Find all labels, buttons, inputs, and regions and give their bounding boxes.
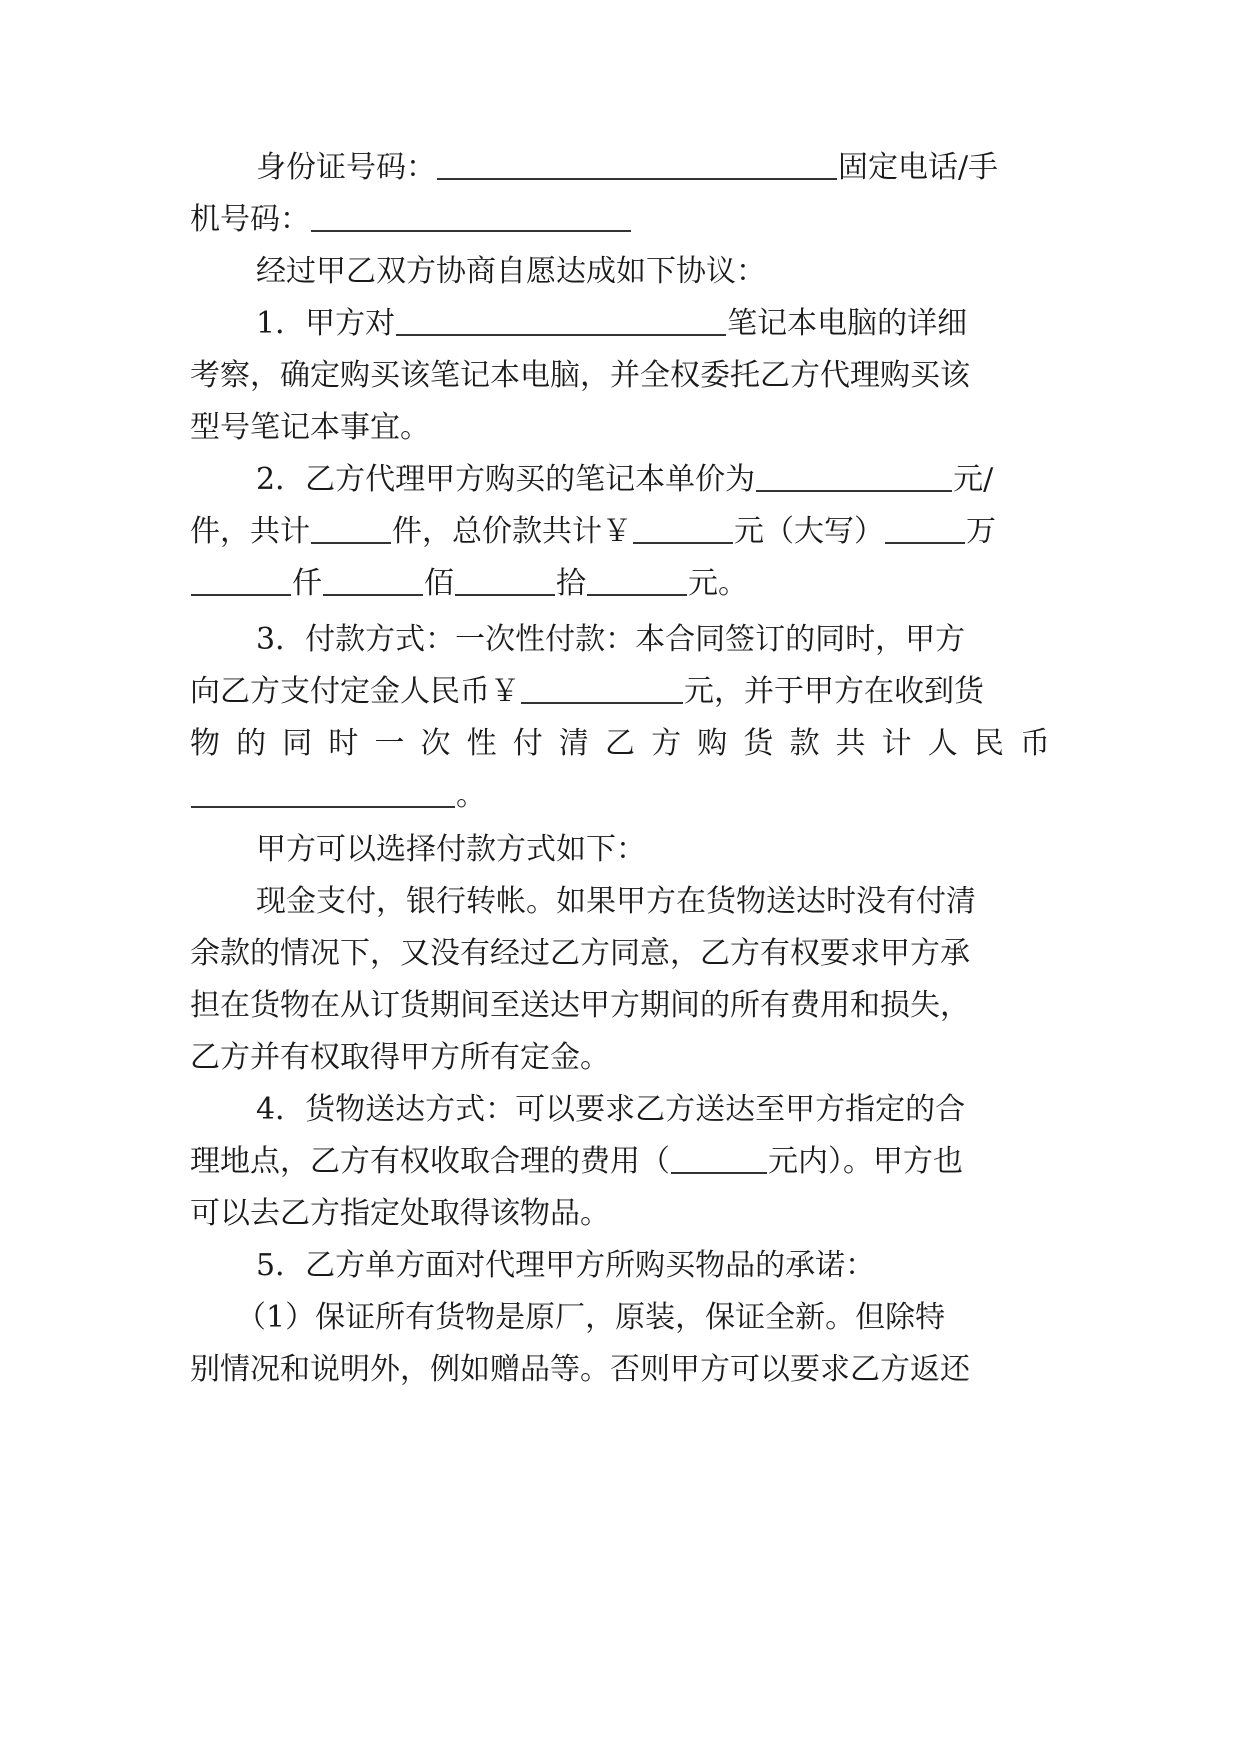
id-number-blank[interactable] <box>437 150 837 180</box>
qian-unit: 仟 <box>292 566 322 601</box>
clause-1-end: 笔记本电脑的详细 <box>727 306 968 341</box>
clause-3-line-1: 3．付款方式：一次性付款：本合同签订的同时，甲方 <box>256 622 966 657</box>
phone-blank[interactable] <box>311 202 631 232</box>
clause-3-line-3: 物的同时一次性付清乙方购货款共计人民币 <box>190 726 1050 761</box>
clause-5-heading: 5．乙方单方面对代理甲方所购买物品的承诺： <box>256 1248 876 1283</box>
total-price-label: 件，总价款共计￥ <box>392 514 632 549</box>
laptop-model-blank[interactable] <box>396 306 726 336</box>
wan-blank[interactable] <box>885 514 965 544</box>
deposit-blank[interactable] <box>521 674 683 704</box>
shi-blank[interactable] <box>455 566 555 596</box>
payment-text-line-1: 现金支付，银行转帐。如果甲方在货物送达时没有付清 <box>256 884 976 919</box>
clause-1-line-2: 考察，确定购买该笔记本电脑，并全权委托乙方代理购买该 <box>190 358 970 393</box>
clause-5-item-1-line-2: 别情况和说明外，例如赠品等。否则甲方可以要求乙方返还 <box>190 1352 970 1387</box>
clause-4-line-3: 可以去乙方指定处取得该物品。 <box>190 1196 610 1231</box>
delivery-fee-end: 元内）。甲方也 <box>768 1144 963 1179</box>
payment-text-line-2: 余款的情况下，又没有经过乙方同意，乙方有权要求甲方承 <box>190 936 970 971</box>
unit-price-label: 2．乙方代理甲方购买的笔记本单价为 <box>256 462 756 497</box>
clause-5-item-1-line-1: （1）保证所有货物是原厂，原装，保证全新。但除特 <box>236 1300 946 1335</box>
shi-unit: 拾 <box>556 566 586 601</box>
balance-blank[interactable] <box>191 778 455 808</box>
yuan-blank[interactable] <box>587 566 687 596</box>
phone-line <box>190 200 1050 240</box>
delivery-fee-label: 理地点，乙方有权收取合理的费用（ <box>190 1144 670 1179</box>
clause-1-start: 1．甲方对 <box>256 306 396 341</box>
bai-unit: 佰 <box>424 566 454 601</box>
clause-2-line-1 <box>256 460 1050 500</box>
bai-blank[interactable] <box>323 566 423 596</box>
deposit-label: 向乙方支付定金人民币￥ <box>190 674 520 709</box>
total-price-blank[interactable] <box>633 514 733 544</box>
clause-4-line-2 <box>190 1142 1050 1182</box>
unit-price-blank[interactable] <box>756 462 952 492</box>
total-price-words-label: 元（大写） <box>734 514 884 549</box>
yuan-unit: 元。 <box>688 566 748 601</box>
balance-period: 。 <box>456 778 486 813</box>
phone-label-end: 机号码： <box>190 202 310 237</box>
delivery-fee-blank[interactable] <box>671 1144 767 1174</box>
clause-2-line-3 <box>190 564 1050 604</box>
clause-3-line-4 <box>190 776 1050 816</box>
clause-2-line-2 <box>190 512 1050 552</box>
id-number-label: 身份证号码： <box>256 150 436 185</box>
clause-4-line-1: 4．货物送达方式：可以要求乙方送达至甲方指定的合 <box>256 1092 966 1127</box>
qian-blank[interactable] <box>191 566 291 596</box>
id-number-line <box>256 148 1050 188</box>
agreement-intro: 经过甲乙双方协商自愿达成如下协议： <box>256 254 766 289</box>
deposit-end: 元，并于甲方在收到货 <box>684 674 984 709</box>
clause-1-line-1 <box>256 304 1050 344</box>
wan-unit: 万 <box>966 514 996 549</box>
phone-label-start: 固定电话/手 <box>838 150 999 185</box>
payment-text-line-3: 担在货物在从订货期间至送达甲方期间的所有费用和损失， <box>190 988 970 1023</box>
clause-1-line-3: 型号笔记本事宜。 <box>190 410 430 445</box>
clause-3-line-2 <box>190 672 1050 712</box>
payment-options-heading: 甲方可以选择付款方式如下： <box>256 832 646 867</box>
quantity-blank[interactable] <box>311 514 391 544</box>
quantity-label: 件，共计 <box>190 514 310 549</box>
payment-text-line-4: 乙方并有权取得甲方所有定金。 <box>190 1040 610 1075</box>
unit-price-unit: 元/ <box>953 462 994 497</box>
